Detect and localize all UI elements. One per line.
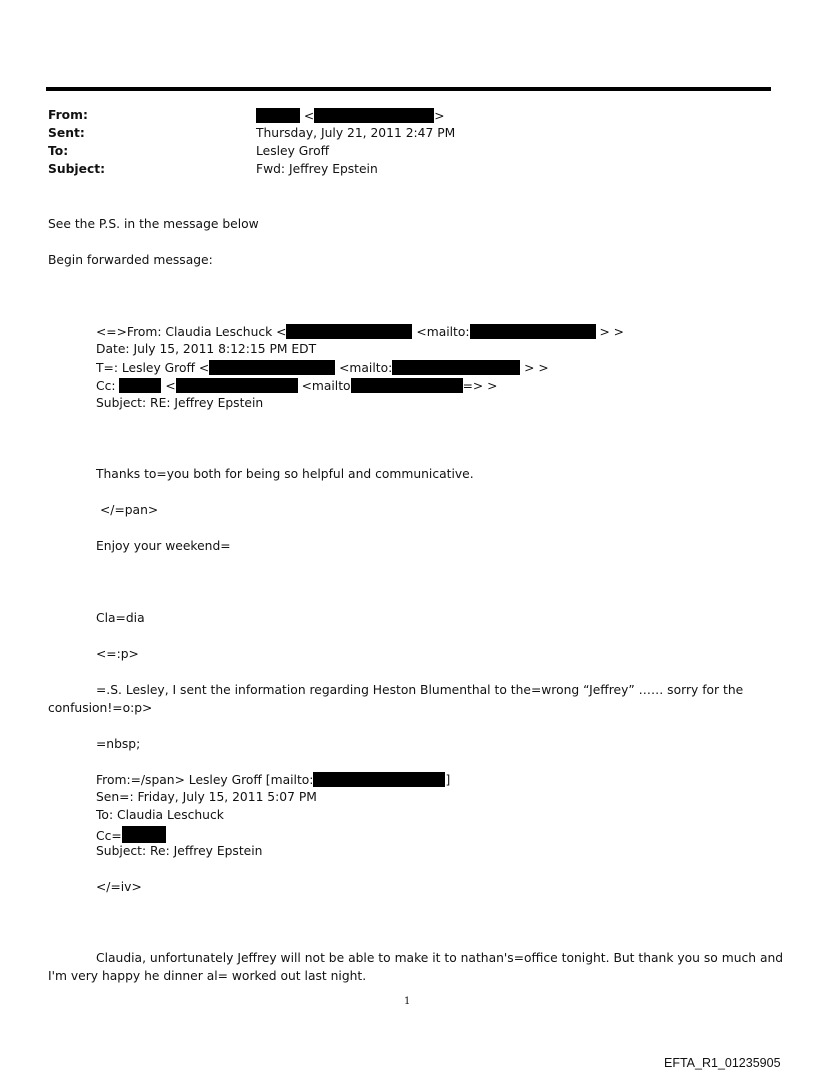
sent-label: Sent:: [48, 126, 85, 140]
redaction-block: [392, 360, 520, 375]
fwd2-from-end: ]: [445, 773, 451, 787]
to-label: To:: [48, 144, 69, 158]
from-lt: <: [303, 109, 315, 123]
redaction-block: [119, 378, 161, 393]
intro-text: See the P.S. in the message below: [48, 217, 259, 231]
subject-value: Fwd: Jeffrey Epstein: [256, 162, 378, 176]
thanks-text: Thanks to=you both for being so helpful and communicative.: [96, 467, 474, 481]
fwd1-cc-lt: <: [165, 379, 176, 393]
fwd2-subject: Subject: Re: Jeffrey Epstein: [96, 844, 263, 858]
redaction-block: [286, 324, 412, 339]
fwd1-from-mailto: <mailto:: [416, 325, 470, 339]
fwd1-cc-mailto: <mailto: [301, 379, 351, 393]
fwd2-cc-prefix: Cc=: [96, 829, 122, 843]
weekend-text: Enjoy your weekend=: [96, 539, 231, 553]
fwd2-to: To: Claudia Leschuck: [96, 808, 224, 822]
page-number: 1: [404, 996, 411, 1007]
redaction-block: [209, 360, 335, 375]
iv-tag-text: </=iv>: [96, 880, 142, 894]
fwd2-sent: Sen=: Friday, July 15, 2011 5:07 PM: [96, 790, 317, 804]
fwd1-to-end: > >: [524, 361, 549, 375]
pan-tag-text: </=pan>: [100, 503, 159, 517]
from-label: From:: [48, 108, 88, 122]
forwarded-text: Begin forwarded message:: [48, 253, 213, 267]
fwd1-subject: Subject: RE: Jeffrey Epstein: [96, 396, 264, 410]
header-rule: [46, 87, 771, 91]
fwd1-from-prefix: <=>From: Claudia Leschuck <: [96, 325, 287, 339]
document-id: EFTA_R1_01235905: [664, 1056, 781, 1070]
redaction-block: [351, 378, 463, 393]
closing-line-2: I'm very happy he dinner al= worked out last night.: [48, 969, 367, 983]
redaction-block: [176, 378, 298, 393]
fwd2-cc-line: [96, 826, 166, 843]
to-value: Lesley Groff: [256, 144, 330, 158]
fwd1-cc-line: [96, 378, 497, 393]
redaction-block: [314, 108, 434, 123]
fwd2-from-prefix: From:=/span> Lesley Groff [mailto:: [96, 773, 314, 787]
nbsp-text: =nbsp;: [96, 737, 141, 751]
fwd1-from-end: > >: [599, 325, 624, 339]
fwd1-to-mailto: <mailto:: [339, 361, 393, 375]
fwd1-date: Date: July 15, 2011 8:12:15 PM EDT: [96, 342, 317, 356]
fwd2-from-line: [96, 772, 450, 787]
fwd1-cc-prefix: Cc:: [96, 379, 116, 393]
ps-line-2: confusion!=o:p>: [48, 701, 153, 715]
fwd1-to-line: [96, 360, 549, 375]
signature-text: Cla=dia: [96, 611, 145, 625]
fwd1-to-prefix: T=: Lesley Groff <: [96, 361, 210, 375]
redaction-block: [313, 772, 445, 787]
fwd1-from-line: [96, 324, 624, 339]
redaction-block: [470, 324, 596, 339]
ps-line-1: =.S. Lesley, I sent the information regarding Heston Blumenthal to the=wrong “Jeffrey” …… sorry for the: [96, 683, 744, 697]
redaction-block: [122, 826, 166, 843]
fwd1-cc-end: => >: [462, 379, 498, 393]
from-gt: >: [434, 109, 445, 123]
p-tag-text: <=:p>: [96, 647, 139, 661]
from-value: [256, 108, 445, 123]
redaction-block: [256, 108, 300, 123]
subject-label: Subject:: [48, 162, 106, 176]
sent-value: Thursday, July 21, 2011 2:47 PM: [256, 126, 456, 140]
closing-line-1: Claudia, unfortunately Jeffrey will not be able to make it to nathan's=office tonight. But thank you so much and: [96, 951, 784, 965]
